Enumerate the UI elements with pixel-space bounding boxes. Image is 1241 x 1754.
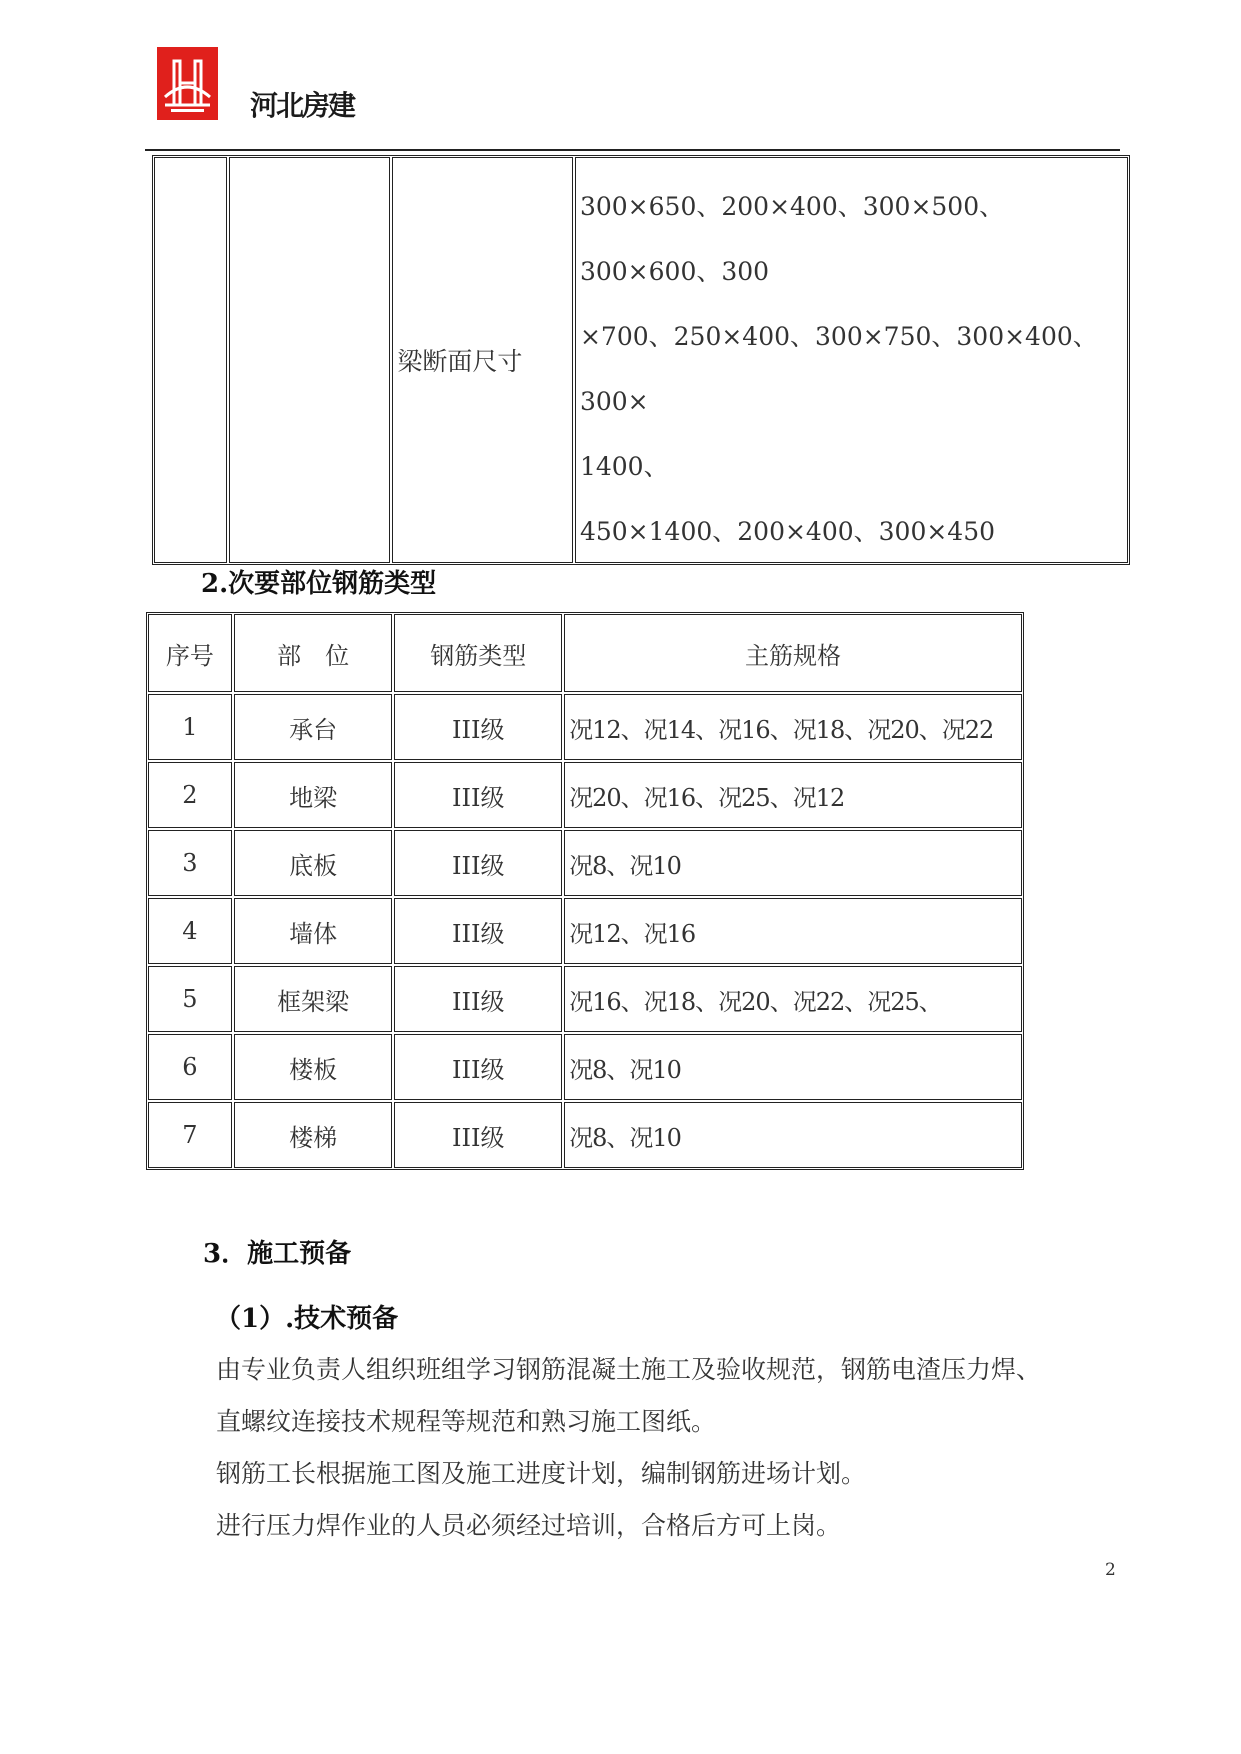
section-2-title: 2.次要部位钢筋类型 [201, 569, 437, 599]
spec-line: 1400、 [579, 452, 669, 481]
row-no: 6 [147, 1033, 233, 1101]
paragraph: 进行压力焊作业的人员必须经过培训，合格后方可上岗。 [216, 1511, 842, 1540]
row-spec: 况12、况16 [563, 897, 1023, 965]
row-part: 底板 [233, 829, 394, 897]
row-part: 承台 [233, 693, 394, 761]
row-type: III级 [393, 829, 563, 897]
table-row [147, 761, 1023, 829]
row-part: 楼梯 [233, 1101, 394, 1169]
table-row [147, 693, 1023, 761]
row-no: 2 [147, 761, 233, 829]
row-spec: 况16、况18、况20、况22、况25、 [563, 965, 1023, 1033]
row-type: III级 [393, 1033, 563, 1101]
row-no: 4 [147, 897, 233, 965]
row-type: III级 [393, 761, 563, 829]
beam-size-table [152, 155, 1130, 565]
beam-size-label: 梁断面尺寸 [391, 156, 574, 564]
table-row [153, 156, 1129, 564]
row-type: III级 [393, 897, 563, 965]
table-row [147, 1033, 1023, 1101]
table-header-row [147, 613, 1023, 693]
empty-cell [228, 156, 392, 564]
row-type: III级 [393, 965, 563, 1033]
row-part: 墙体 [233, 897, 394, 965]
row-spec: 况8、况10 [563, 1033, 1023, 1101]
spec-line: ×700、250×400、300×750、300×400、300× [579, 322, 1098, 416]
header-divider [145, 149, 1120, 151]
empty-cell [153, 156, 228, 564]
building-logo-icon [157, 47, 218, 120]
row-part: 楼板 [233, 1033, 394, 1101]
row-spec: 况12、况14、况16、况18、况20、况22 [563, 693, 1023, 761]
paragraph: 直螺纹连接技术规程等规范和熟习施工图纸。 [216, 1407, 717, 1436]
row-part: 框架梁 [233, 965, 394, 1033]
table-row [147, 897, 1023, 965]
page-number: 2 [1105, 1560, 1116, 1580]
row-part: 地梁 [233, 761, 394, 829]
row-no: 7 [147, 1101, 233, 1169]
row-no: 1 [147, 693, 233, 761]
row-spec: 况8、况10 [563, 1101, 1023, 1169]
spec-line: 450×1400、200×400、300×450 [579, 517, 996, 546]
row-spec: 况20、况16、况25、况12 [563, 761, 1023, 829]
header-no: 序号 [147, 613, 233, 693]
row-spec: 况8、况10 [563, 829, 1023, 897]
spec-line: 300×650、200×400、300×500、300×600、300 [579, 192, 1005, 286]
table-row [147, 1101, 1023, 1169]
company-name: 河北房建 [250, 89, 355, 122]
section-3-subtitle: （1）.技术预备 [215, 1304, 399, 1334]
row-type: III级 [393, 1101, 563, 1169]
paragraph: 由专业负责人组织班组学习钢筋混凝土施工及验收规范，钢筋电渣压力焊、 [216, 1355, 1042, 1384]
row-no: 3 [147, 829, 233, 897]
paragraph: 钢筋工长根据施工图及施工进度计划，编制钢筋进场计划。 [216, 1459, 867, 1488]
section-3-title: 3．施工预备 [203, 1239, 352, 1269]
row-no: 5 [147, 965, 233, 1033]
table-row [147, 829, 1023, 897]
header-spec: 主筋规格 [563, 613, 1023, 693]
row-type: III级 [393, 693, 563, 761]
header-part: 部 位 [233, 613, 394, 693]
beam-size-spec [574, 156, 1129, 564]
table-row [147, 965, 1023, 1033]
header-type: 钢筋类型 [393, 613, 563, 693]
company-logo [157, 47, 218, 120]
rebar-type-table [146, 612, 1024, 1170]
